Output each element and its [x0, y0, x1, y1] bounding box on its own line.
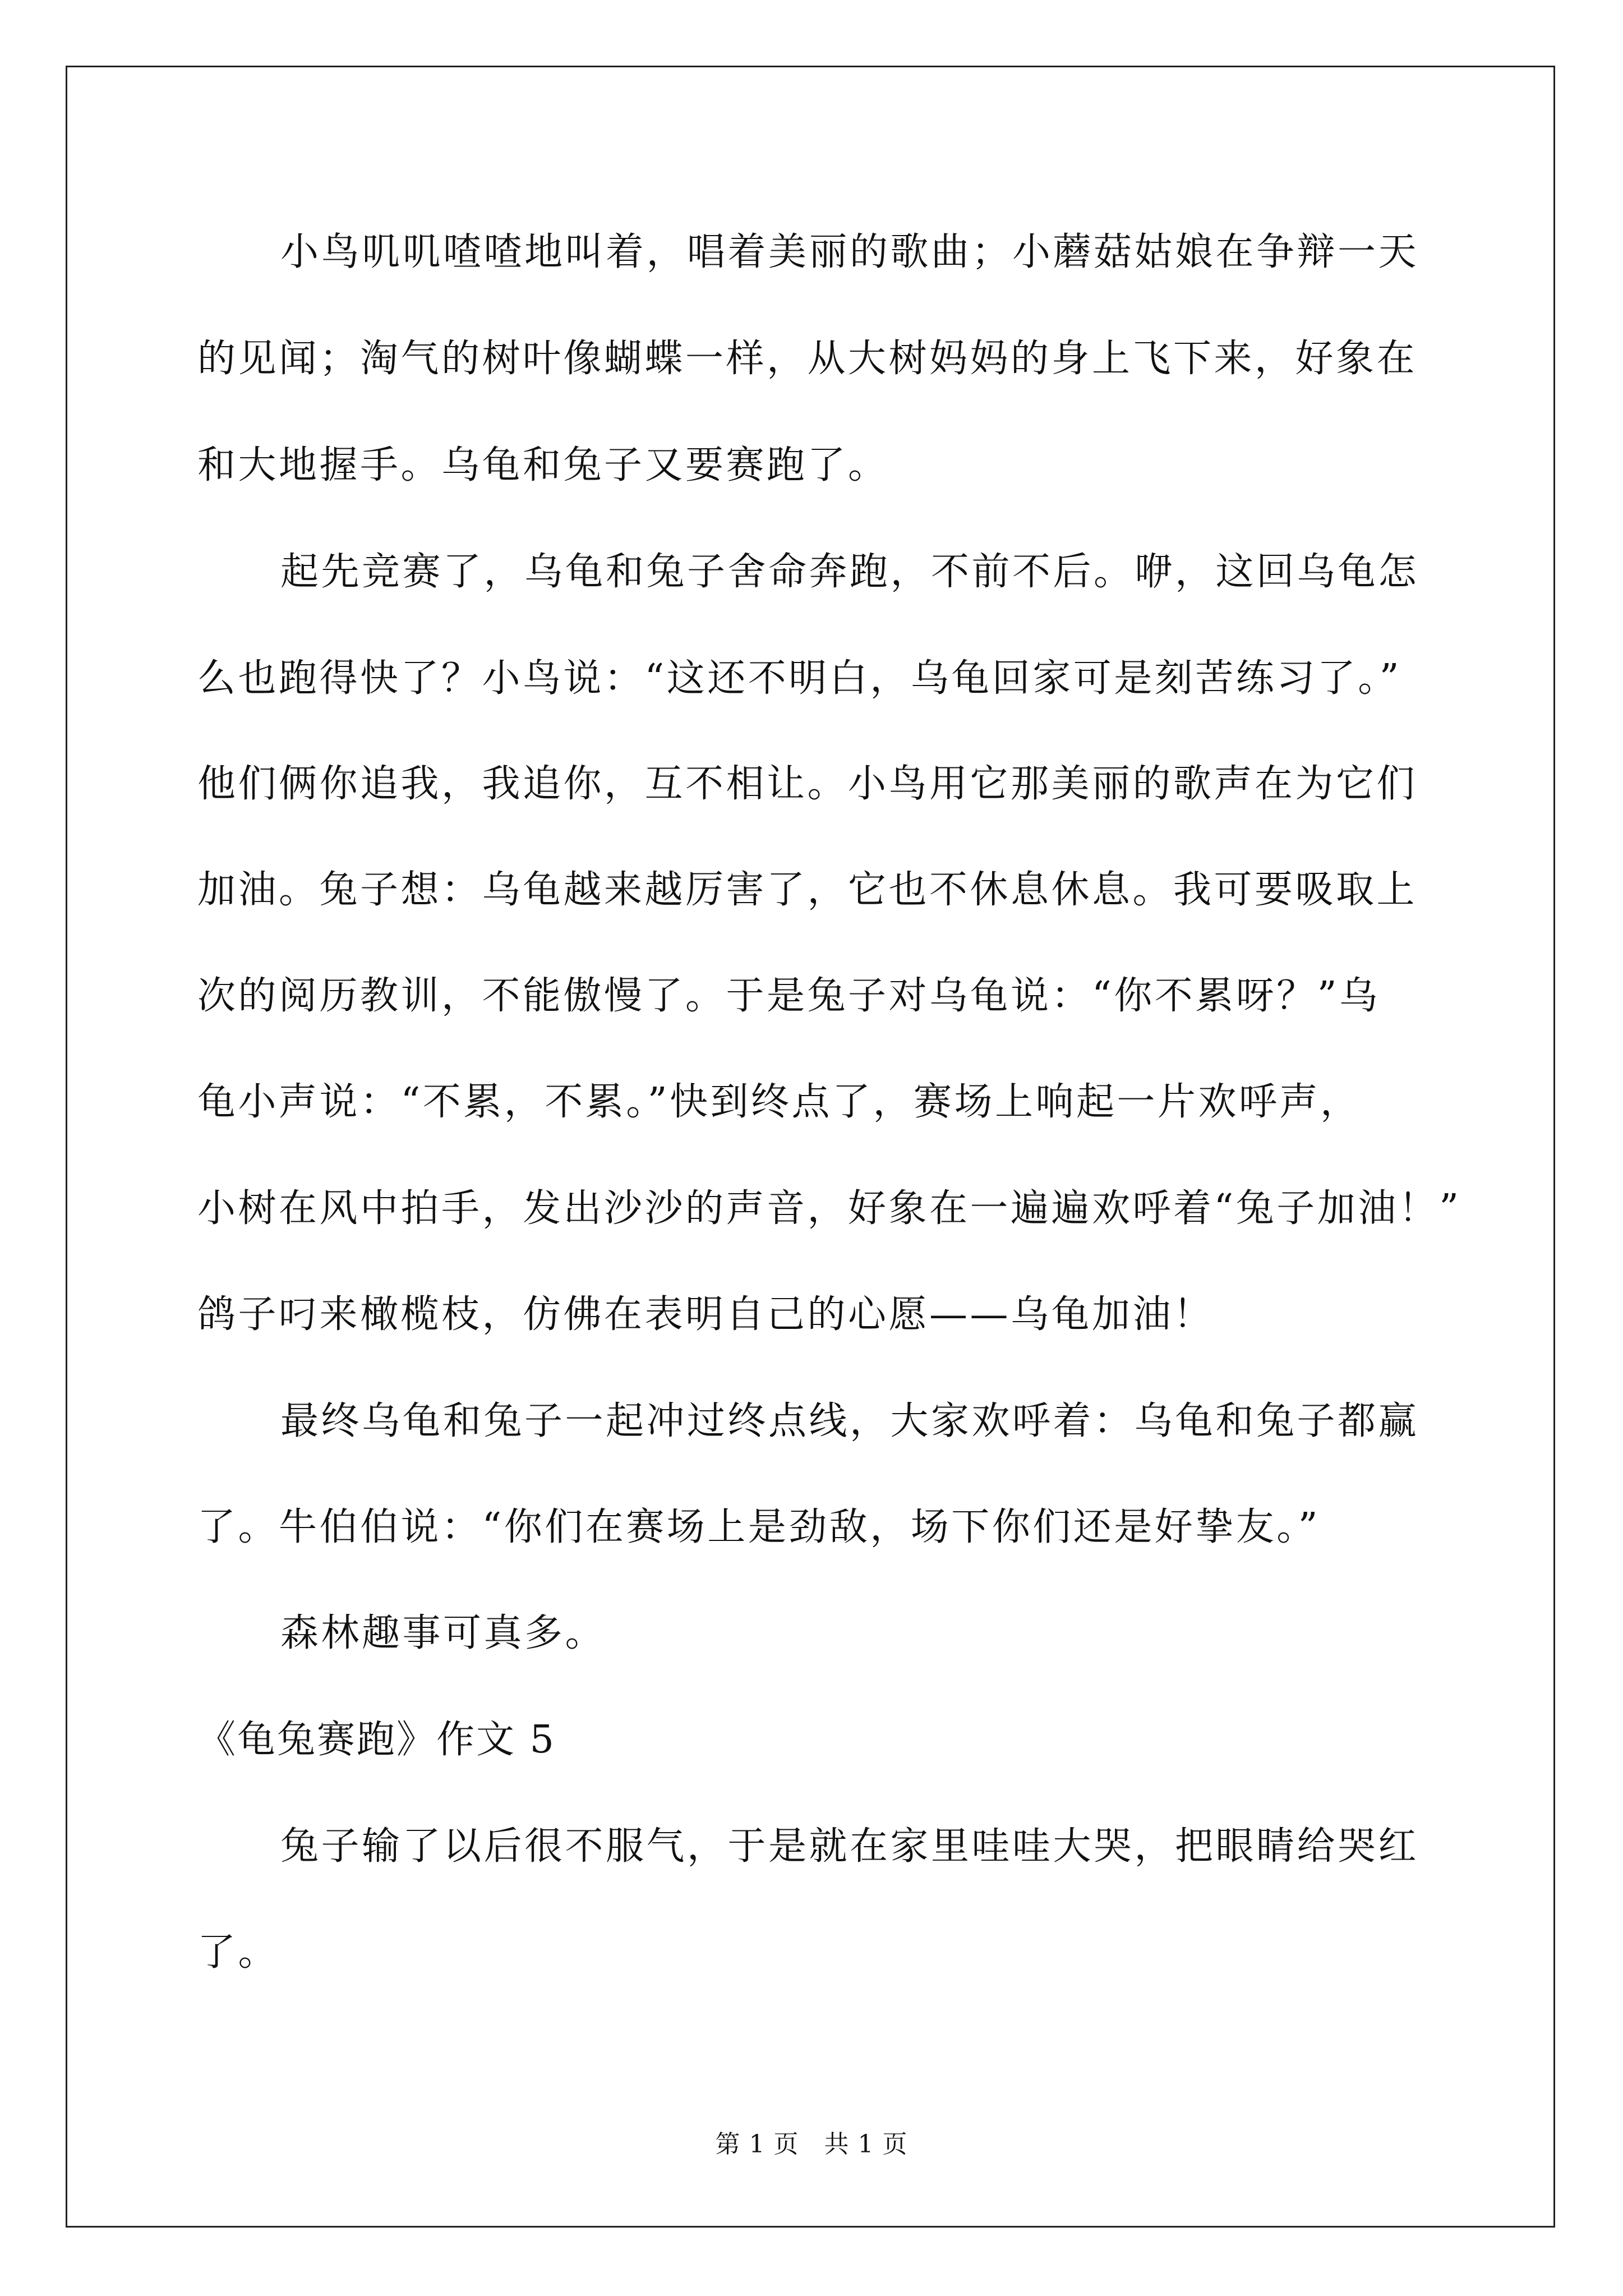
section-heading: 《龟兔赛跑》作文 5 [197, 1718, 556, 1762]
page-number-footer: 第 1 页 共 1 页 [715, 2130, 908, 2159]
paragraph-line: 森林趣事可真多。 [280, 1611, 606, 1655]
paragraph-line: 他们俩你追我，我追你，互不相让。小鸟用它那美丽的歌声在为它们 [197, 762, 1418, 806]
paragraph-line: 最终乌龟和兔子一起冲过终点线，大家欢呼着：乌龟和兔子都赢 [280, 1399, 1419, 1443]
paragraph-line: 鸽子叼来橄榄枝，仿佛在表明自己的心愿——乌龟加油！ [197, 1292, 1214, 1337]
paragraph-line: 加油。兔子想：乌龟越来越厉害了，它也不休息休息。我可要吸取上 [197, 868, 1418, 912]
paragraph-line: 了。 [197, 1930, 279, 1975]
paragraph-line: 次的阅历教训，不能傲慢了。于是兔子对乌龟说：“你不累呀？”乌 [197, 974, 1380, 1018]
paragraph-line: 起先竞赛了，乌龟和兔子舍命奔跑，不前不后。咿，这回乌龟怎 [280, 550, 1419, 594]
paragraph-line: 小树在风中拍手，发出沙沙的声音，好象在一遍遍欢呼着“兔子加油！” [197, 1186, 1461, 1231]
paragraph-line: 小鸟叽叽喳喳地叫着，唱着美丽的歌曲；小蘑菇姑娘在争辩一天 [280, 230, 1419, 274]
paragraph-line: 的见闻；淘气的树叶像蝴蝶一样，从大树妈妈的身上飞下来，好象在 [197, 337, 1418, 381]
page-border [66, 66, 1555, 2228]
paragraph-line: 兔子输了以后很不服气，于是就在家里哇哇大哭，把眼睛给哭红 [280, 1824, 1419, 1869]
paragraph-line: 了。牛伯伯说：“你们在赛场上是劲敌，场下你们还是好挚友。” [197, 1505, 1321, 1549]
paragraph-line: 龟小声说：“不累，不累。”快到终点了，赛场上响起一片欢呼声， [197, 1080, 1361, 1124]
paragraph-line: 和大地握手。乌龟和兔子又要赛跑了。 [197, 443, 889, 487]
paragraph-line: 么也跑得快了？小鸟说：“这还不明白，乌龟回家可是刻苦练习了。” [197, 656, 1402, 701]
